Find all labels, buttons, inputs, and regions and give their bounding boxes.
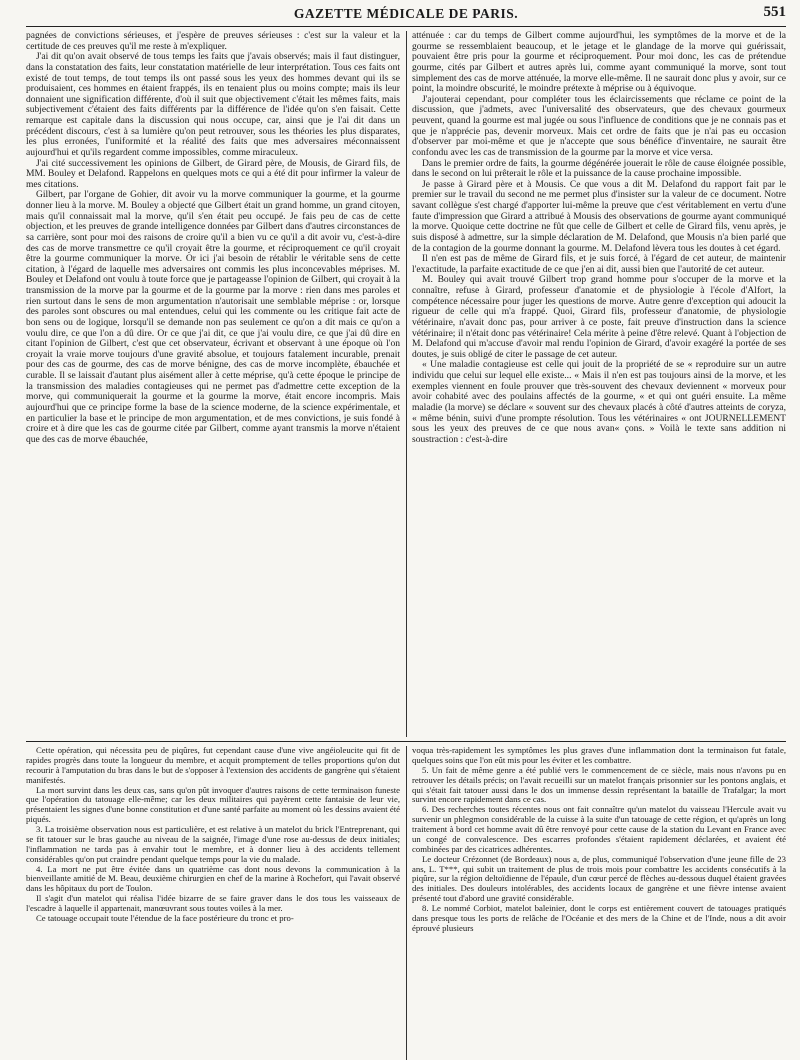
paragraph: Ce tatouage occupait toute l'étendue de la face postérieure du tronc et pro- [36, 912, 294, 923]
upper-right-column [412, 31, 786, 737]
paragraph: voqua très-rapidement les symptômes les plus graves d'une inflammation dont la terminaison fut fatale, quelques soins que l'on eût mis pour les éviter et les combattre. [412, 746, 786, 765]
upper-section [26, 31, 786, 737]
paragraph: 8. Le nommé Corbiot, matelot baleinier, dont le corps est entièrement couvert de tatouages pratiqués dans presque tous les ports de relâche de l'Océanie et des mers de la Chine et de l'Inde, nous a dit avoir éprouvé plusieurs [412, 903, 786, 933]
paragraph: atténuée : car du temps de Gilbert comme aujourd'hui, les symptômes de la morve et de la gourme se ressemblaient beaucoup, et le jetage et le glandage de la morve qui guérissait, pouvaient être pris pour la gourme et réciproquement. Pour moi donc, les cas de prétendue gourme, cités par Gilbert et autres après lui, comme ayant communiqué la morve, sont tout simplement des cas de morve atténuée, la morve elle-même. Il ne saurait donc plus y avoir, sur ce point, la moindre obscurité, le moindre prétexte à méprise ou à équivoque. [412, 31, 786, 95]
paragraph: J'ai dit qu'on avait observé de tous temps les faits que j'avais observés; mais il faut distinguer, dans la constatation des faits, leur constatation matérielle de leur interprétation. Tous ces faits ont existé de tout temps, de tout temps ils ont passé sous les yeux des hommes devant qui ils se produisaient, ces hommes en étaient frappés, ils en tenaient plus ou moins compte; mais ils leur donnaient une signification différente, d'où il suit que objectivement c'était les mêmes faits, mais subjectivement c'étaient des faits différents par la différence de l'idée qu'on s'en faisait. Cette remarque est capitale dans la discussion qui nous occupe, car, ainsi que je l'ai dit dans un précédent discours, c'est à sa lumière qu'on peut retrouver, sous les théories les plus disparates, les plus erronées, l'uniformité et la réalité des faits que mes adversaires méconnaissent aujourd'hui et qu'ils regardent comme impossibles, comme miraculeux. [26, 51, 400, 158]
lower-section [26, 746, 786, 1060]
paragraph: 5. Un fait de même genre a été publié vers le commencement de ce siècle, mais nous n'avons pu en retrouver les détails précis; on l'avait recueilli sur un matelot français prisonnier sur les pontons anglais, et qui s'était fait tatouer aussi dans le dos un immense dessin représentant la bataille de Trafalgar; la mort survint encore rapidement dans ce cas. [412, 764, 786, 805]
paragraph: J'ai cité successivement les opinions de Gilbert, de Girard père, de Mousis, de Girard fils, de MM. Bouley et Delafond. Rappelons en quelques mots ce qui a été dit pour infirmer la valeur de mes citations. [26, 157, 400, 190]
paragraph: Dans le premier ordre de faits, la gourme dégénérée jouerait le rôle de cause éloignée possible, dans le second on lui prêterait le rôle et la puissance de la cause prochaine impossible. [412, 157, 786, 180]
column-rule [406, 746, 407, 1060]
paragraph: Il n'en est pas de même de Girard fils, et je suis forcé, à l'égard de cet auteur, de maintenir l'exactitude, la parfaite exactitude de ce que j'en ai dit, aussi bien que l'autorité de cet auteur. [412, 253, 786, 275]
running-header [26, 4, 786, 27]
paragraph: Cette opération, qui nécessita peu de piqûres, fut cependant cause d'une vive angéioleucite qui fit de rapides progrès dans toute la longueur du membre, et acquit promptement de telles proportions qu'on dut recourir à l'amputation du bras dans le but de s'opposer à l'extension des accidents de gangrène qui s'étaient manifestés. [26, 746, 400, 785]
quotation: « Une maladie contagieuse est celle qui jouit de la propriété de se « reproduire sur un autre individu que celui sur lequel elle existe... « Mais il n'en est pas toujours ainsi de la morve, et les exemples viennent en foule prouver que très-souvent des chevaux deviennent « morveux pour avoir cohabité avec des poulains affectés de la gourme, « et qui ont guéri ensuite. La même maladie (la morve) se déclare « souvent sur des chevaux placés à côté d'autres atteints de coryza, « même bénin, suivi d'une prompte résolution. Tous les vétérinaires « ont JOURNELLEMENT sous les yeux des preuves de ce que nous avan« çons. » Voilà le texte sans addition ni soustraction : c'est-à-dire [412, 359, 786, 445]
upper-left-column [26, 31, 400, 737]
paragraph: 6. Des recherches toutes récentes nous ont fait connaître qu'un matelot du vaisseau l'Hercule avait vu survenir un phlegmon considérable de la cuisse à la suite d'un tatouage de cette région, et qu'après un long traitement à bord cet homme avait dû être renvoyé pour cette cause de la station du Levant en France avec un congé de convalescence. Des escarres profondes s'étaient rapidement déclarées, et avaient été combinées par des cicatrices adhérentes. [412, 804, 786, 854]
journal-title: GAZETTE MÉDICALE DE PARIS. [293, 6, 519, 21]
lower-left-column [26, 746, 400, 1060]
paragraph: Je passe à Girard père et à Mousis. Ce que vous a dit M. Delafond du rapport fait par le premier sur le travail du second ne me permet plus d'insister sur la valeur de ce document. Notre savant collègue s'est chargé d'apporter lui-même la preuve que c'est véritablement en vertu d'une faute d'impression que Girard a attribué à Mousis des observations de gourme ayant communiqué la morve. Quoique cette doctrine ne fût que celle de Gilbert et celle de Girard fils, venu après, je suis disposé à admettre, sur la simple déclaration de M. Delafond, que Mousis n'a bien parlé que de la contagion de la gourme donnant la gourme. M. Delafond lèvera tous les doutes à cet égard. [412, 178, 786, 254]
paragraph: Il s'agit d'un matelot qui réalisa l'idée bizarre de se faire graver dans le dos tous les vaisseaux de l'escadre à laquelle il appartenait, manœuvrant sous toutes voiles à la mer. [26, 893, 400, 913]
paragraph: Gilbert, par l'organe de Gohier, dit avoir vu la morve communiquer la gourme, et la gourme donner lieu à la morve. M. Bouley a objecté que Gilbert était un grand homme, un grand citoyen, mais qu'il connaissait mal la morve, qu'il s'en était peu occupé. Je fais peu de cas de cette objection, et les preuves de grande intelligence données par Gilbert dans d'autres circonstances de sa carrière, sont pour moi des raisons de croire qu'il a bien vu ce qu'il a dit avoir vu, c'est-à-dire des cas de morve transmettre ce qu'il croyait être la gourme, et réciproquement ce qu'il croyait être la gourme communiquer la morve. Or ici j'ai besoin de rétablir le véritable sens de cette citation, à l'égard de laquelle mes adversaires ont commis les plus inconcevables méprises. M. Bouley et Delafond ont voulu à toute force que je partageasse l'opinion de Gilbert, qui croyait à la transmission de la morve par la gourme et de la gourme par la morve : rien dans mes paroles et rien surtout dans le sens de mon argumentation n'autorisait une semblable méprise : or, lorsque des paroles sont obscures ou mal entendues, celui qui les commente ou les critique fait acte de bon sens ou de logique, lorsqu'il se demande non pas seulement ce qu'on a dit mais ce qu'on a voulu dire, ce que l'on a dû dire. Or ce que j'ai dit, ce que j'ai voulu dire, ce que j'ai dû dire en citant l'opinion de Gilbert, c'est que cet observateur, écrivant et observant à une époque où l'on croyait la vraie morve toujours d'une gravité absolue, et toujours fatalement incurable, prenait pour des cas de gourme, des cas de morve bénigne, des cas de morve incomplète, ébauchée et curable. Il se laissait d'autant plus aisément aller à cette méprise, qu'à cette époque le principe de la transmission des maladies contagieuses qui ne permet pas d'admettre cette exception de la morve, qui communiquerait la gourme et la gourme la morve, était encore incompris. Mais aujourd'hui que ce principe forme la base de la science moderne, de la science expérimentale, et en particulier la base et le principe de mon argumentation, et de mes convictions, je suis fondé à croire et à dire que les cas de gourme citée par Gilbert, comme ayant transmis la morve n'étaient que des cas de morve ébauchée, [26, 189, 400, 445]
lower-right-column [412, 746, 786, 1060]
page-number: 551 [763, 4, 786, 20]
paragraph: M. Bouley qui avait trouvé Gilbert trop grand homme pour s'occuper de la morve et la connaître, refuse à Girard, professeur d'anatomie et de physiologie à l'école d'Alfort, la compétence nécessaire pour juger les questions de morve. Autre genre d'exception qui adoucit la rigueur de celle qui m'a frappé. Quoi, Girard fils, professeur d'anatomie, de physiologie vétérinaire, n'avait donc pas, pour arriver à ce poste, fait preuve d'instruction dans la science vétérinaire; il n'était donc pas vétérinaire! Cela mérite à peine d'être relevé. Quant à l'objection de M. Delafond qui m'accuse d'avoir mal rendu l'opinion de Girard, d'avoir exagéré la portée de ses doutes, je suis obligé de citer le passage de cet auteur. [412, 274, 786, 360]
paragraph: Le docteur Crézonnet (de Bordeaux) nous a, de plus, communiqué l'observation d'une jeune fille de 23 ans, L. T***, qui subit un traitement de plus de trois mois pour combattre les accidents consécutifs à la piqûre, sur la région deltoïdienne de l'épaule, d'un cœur percé de flèches au-dessous duquel étaient gravées des initiales. Des douleurs intolérables, des accidents locaux de gangrène et une fièvre intense avaient présenté tout d'abord une gravité considérable. [412, 853, 786, 904]
paragraph: J'ajouterai cependant, pour compléter tous les éclaircissements que réclame ce point de la discussion, que j'admets, avec l'universalité des observateurs, que des chevaux gourmeux peuvent, quand la gourme est mal jugée ou sous l'influence de conditions que je ne connais pas et que je n'apprécie pas, devenir morveux. Mais cet ordre de faits que je n'ai pas eu occasion d'observer par moi-même et que je n'accepte que sous bénéfice d'inventaire, ne saurait être confondu avec les cas de transmission de la gourme par la morve et vice versa. [412, 93, 786, 158]
paragraph: La mort survint dans les deux cas, sans qu'on pût invoquer d'autres raisons de cette terminaison funeste que l'opération du tatouage elle-même; car les deux militaires qui payèrent cette fantaisie de leur vie, présentaient les signes d'une bonne constitution et d'une santé parfaite au moment où les dessins avaient été piqués. [26, 784, 400, 825]
paragraph: 3. La troisième observation nous est particulière, et est relative à un matelot du brick l'Entreprenant, qui se fit tatouer sur le bras gauche au niveau de la saignée, l'image d'une rose au-dessus de deux initiales; l'inflammation ne tarda pas à envahir tout le membre, et à donner lieu à des accidents tellement considérables qu'on put craindre pendant quelque temps pour la vie du malade. [26, 824, 400, 864]
column-rule [406, 31, 407, 737]
section-rule [26, 741, 786, 742]
paragraph: 4. La mort ne put être évitée dans un quatrième cas dont nous devons la communication à la bienveillante amitié de M. Beau, deuxième chirurgien en chef de la marine à Rochefort, qui l'avait observé dans les hôpitaux du port de Toulon. [26, 863, 400, 894]
paragraph: pagnées de convictions sérieuses, et j'espère de preuves sérieuses : c'est sur la valeur et la certitude de ces preuves qu'il me reste à m'expliquer. [26, 31, 400, 52]
